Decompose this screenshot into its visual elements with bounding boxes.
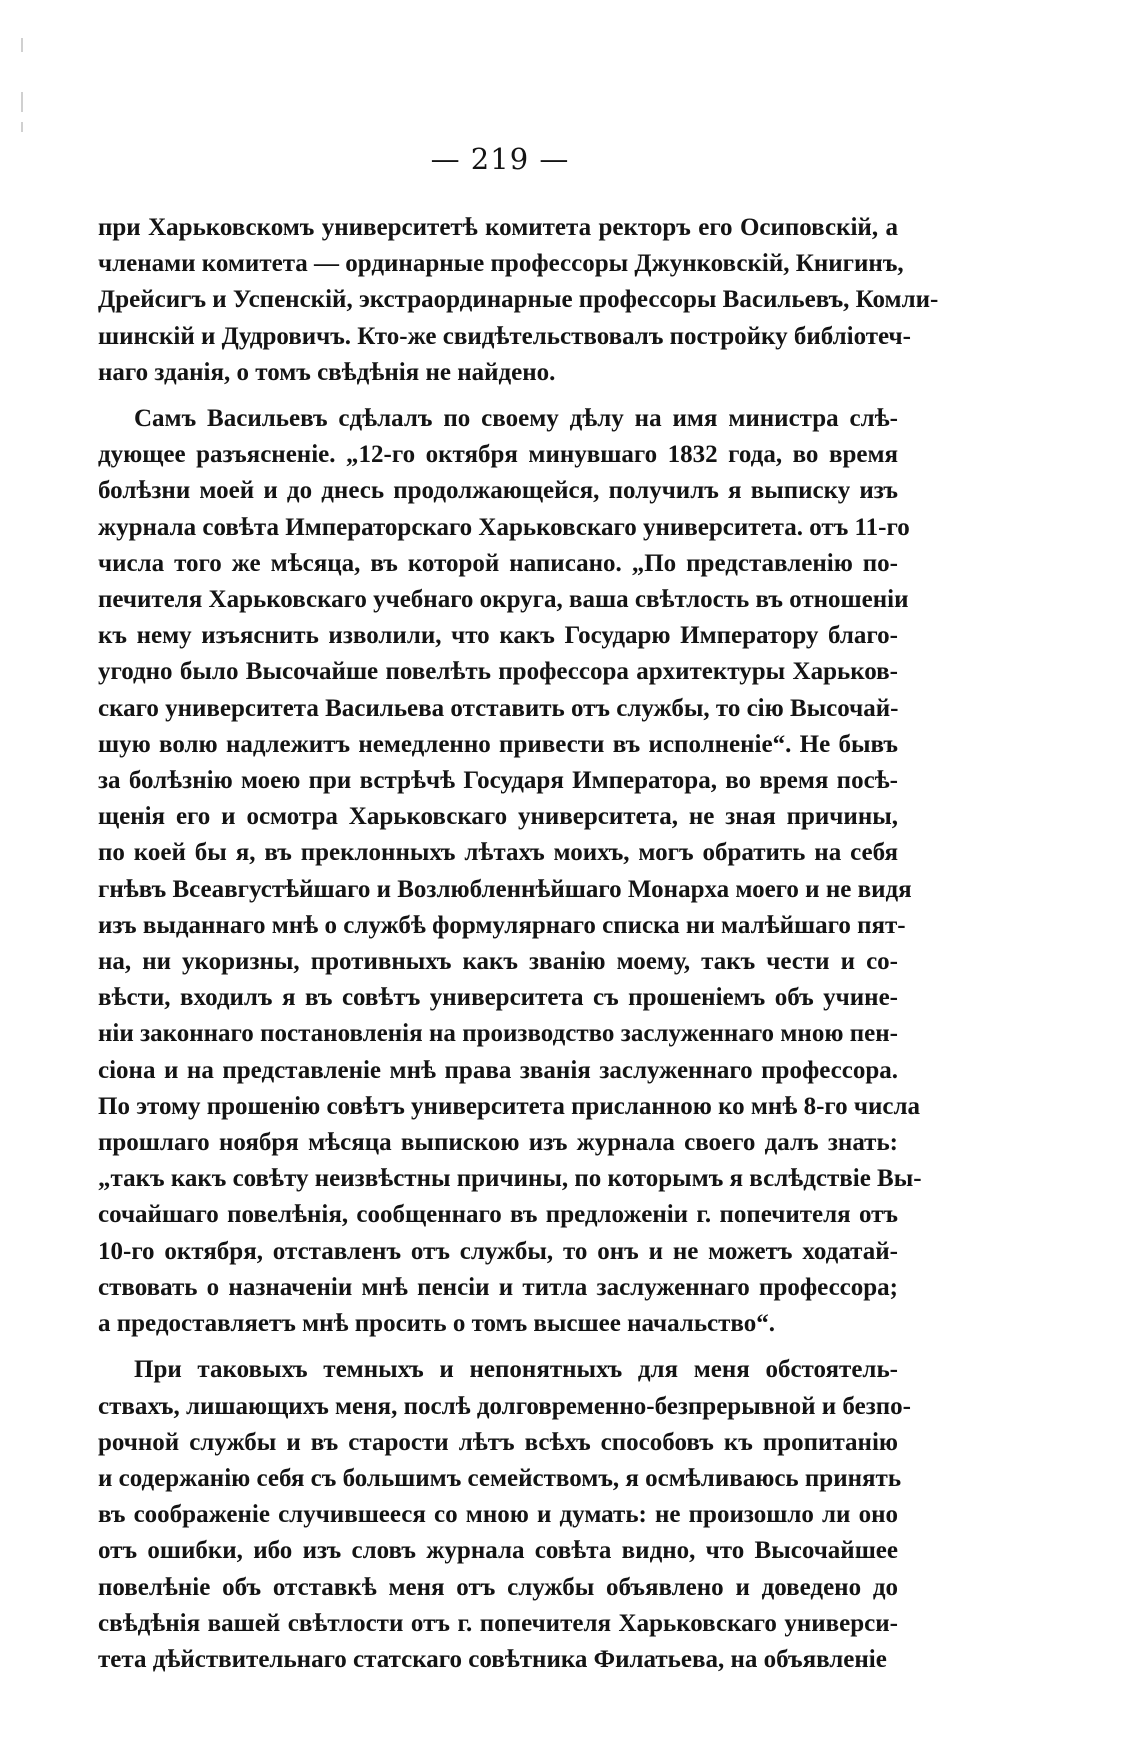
text-line: шую волю надлежитъ немедленно привести въ исполненіе“. Не бывъ <box>98 730 898 758</box>
text-line: ствовать о назначеніи мнѣ пенсіи и титла заслуженнаго профессора; <box>98 1273 898 1301</box>
body-text <box>98 210 939 1678</box>
text-line: числа того же мѣсяца, въ которой написано. „По представленію по- <box>98 549 898 577</box>
text-line: прошлаго ноября мѣсяца выпискою изъ журнала своего далъ знать: <box>98 1129 898 1157</box>
text-line: печителя Харьковскаго учебнаго округа, ваша свѣтлость въ отношеніи <box>98 586 909 614</box>
page-number: — 219 — <box>430 142 570 176</box>
text-line: „такъ какъ совѣту неизвѣстны причины, по которымъ я вслѣдствіе Вы- <box>98 1165 922 1193</box>
text-line: По этому прошенію совѣтъ университета присланною ко мнѣ 8-го числа <box>98 1092 921 1120</box>
paragraph-gap <box>98 1342 898 1352</box>
text-line: болѣзни моей и до днесь продолжающейся, получилъ я выписку изъ <box>98 477 898 505</box>
text-line: угодно было Высочайше повелѣть профессора архитектуры Харьков- <box>98 658 898 686</box>
text-line: наго зданія, о томъ свѣдѣнія не найдено. <box>98 358 556 386</box>
text-line: Дрейсигъ и Успенскій, экстраординарные профессоры Васильевъ, Комли- <box>98 286 939 314</box>
text-line: гнѣвъ Всеавгустѣйшаго и Возлюбленнѣйшаго Монарха моего и не видя <box>98 875 912 903</box>
scan-edge-mark <box>21 92 23 112</box>
text-line: сіона и на представленіе мнѣ права званія заслуженнаго профессора. <box>98 1056 898 1084</box>
text-line: по коей бы я, въ преклонныхъ лѣтахъ моихъ, могъ обратить на себя <box>98 839 898 867</box>
paragraph-gap <box>98 391 898 401</box>
text-line: а предоставляетъ мнѣ просить о томъ высшее начальство“. <box>98 1310 775 1338</box>
text-line: шинскій и Дудровичъ. Кто-же свидѣтельствовалъ постройку библіотеч- <box>98 322 911 350</box>
text-line: дующее разъясненіе. „12-го октября минувшаго 1832 года, во время <box>98 441 898 469</box>
text-line: щенія его и осмотра Харьковскаго университета, не зная причины, <box>98 803 898 831</box>
text-line: на, ни укоризны, противныхъ какъ званію моему, такъ чести и со- <box>98 948 898 976</box>
text-line: сочайшаго повелѣнія, сообщеннаго въ предложеніи г. попечителя отъ <box>98 1201 898 1229</box>
text-line: при Харьковскомъ университетѣ комитета ректоръ его Осиповскій, а <box>98 214 898 241</box>
text-line: ніи законнаго постановленія на производство заслуженнаго мною пен- <box>98 1020 898 1048</box>
text-line: повелѣніе объ отставкѣ меня отъ службы объявлено и доведено до <box>98 1573 898 1601</box>
text-line: рочной службы и въ старости лѣтъ всѣхъ способовъ къ пропитанію <box>98 1428 898 1456</box>
text-line: отъ ошибки, ибо изъ словъ журнала совѣта видно, что Высочайшее <box>98 1537 898 1565</box>
text-line: вѣсти, входилъ я въ совѣтъ университета съ прошеніемъ объ учине- <box>98 984 898 1012</box>
text-line: изъ выданнаго мнѣ о службѣ формулярнаго списка ни малѣйшаго пят- <box>98 911 906 939</box>
text-line: и содержанію себя съ большимъ семействомъ, я осмѣливаюсь принять <box>98 1464 902 1492</box>
text-line: свѣдѣнія вашей свѣтлости отъ г. попечителя Харьковскаго универси- <box>98 1609 898 1637</box>
text-line: скаго университета Васильева отставить отъ службы, то сію Высочай- <box>98 694 899 722</box>
text-line: При таковыхъ темныхъ и непонятныхъ для меня обстоятель- <box>134 1356 898 1384</box>
text-line: за болѣзнію моею при встрѣчѣ Государя Императора, во время посѣ- <box>98 767 898 795</box>
text-line: Самъ Васильевъ сдѣлалъ по своему дѣлу на имя министра слѣ- <box>134 405 898 433</box>
scan-edge-mark <box>21 38 23 52</box>
text-line: 10-го октября, отставленъ отъ службы, то онъ и не можетъ ходатай- <box>98 1237 898 1265</box>
text-line: въ соображеніе случившееся со мною и думать: не произошло ли оно <box>98 1501 898 1529</box>
text-line: членами комитета — ординарные профессоры Джунковскій, Книгинъ, <box>98 250 904 278</box>
text-line: къ нему изъяснить изволили, что какъ Государю Императору благо- <box>98 622 898 650</box>
text-line: ствахъ, лишающихъ меня, послѣ долговременно-безпрерывной и безпо- <box>98 1392 911 1420</box>
text-line: журнала совѣта Императорскаго Харьковскаго университета. отъ 11-го <box>98 513 910 541</box>
text-line: тета дѣйствительнаго статскаго совѣтника Филатьева, на объявленіе <box>98 1645 887 1673</box>
scan-edge-mark <box>21 122 23 132</box>
